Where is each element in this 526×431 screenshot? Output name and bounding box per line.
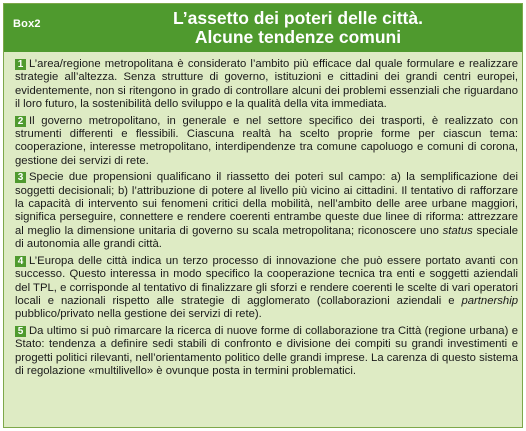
paragraph-text: L’Europa delle città indica un terzo processo di innovazione che può essere portato avanti con successo. Questo interessa in modo specifico la cooperazione tecnica tra enti e soggetti aziendali del TPL, e corrisponde al tentativo di finalizzare gli sforzi e rendere coerenti le scelte di vari operatori locali e nazionali rispetto alle strategie di agglomerato (collaborazioni aziendali e <box>15 254 518 307</box>
paragraph-text: Specie due propensioni qualificano il riassetto dei poteri sul campo: a) la semplificazione dei soggetti decisionali; b) l’attribuzione di potere al livello più vicino ai cittadini. Il tentativo di rafforzare la capacità di intervento sui fenomeni critici della mobilità, nell’ambito delle aree urbane maggiori, significa perseguire, connettere e rendere coerenti entrambe queste due linee di riforma: attrezzare al meglio la dimensione unitaria di governo su scala metropolitana; riconoscere uno <box>15 171 518 237</box>
paragraph-number-badge: 4 <box>15 256 26 267</box>
paragraph-emphasis: partnership <box>461 294 518 307</box>
paragraph-number-badge: 1 <box>15 59 26 70</box>
paragraph-text: Da ultimo si può rimarcare la ricerca di nuove forme di collaborazione tra Città (regione urbana) e Stato: tendenza a definire sedi stabili di confronto e divisione dei compiti su grandi investimenti e progetti politici rilevanti, nell’orientamento politico delle grandi imprese. La carenza di questo sistema di regolazione «multilivello» è ovunque posta in termini problematici. <box>15 324 518 377</box>
info-box <box>3 3 523 428</box>
box-label: Box2 <box>13 18 41 30</box>
box-header <box>4 4 522 52</box>
box-title <box>74 9 522 47</box>
paragraph-4 <box>15 255 518 322</box>
paragraph-text: speciale di autonomia alle grandi città. <box>15 224 518 251</box>
box-title-line-1: L’assetto dei poteri delle città. <box>173 8 423 28</box>
paragraph-1 <box>15 58 518 112</box>
paragraph-text: L’area/regione metropolitana è considerato l’ambito più efficace dal quale formulare e realizzare strategie all’altezza. Senza strutture di governo, istituzioni e cittadini dei grandi centri europei, evidentemente, non si ritengono in grado di controllare alcuni dei problemi essenziali che riguardano il loro futuro, la sostenibilità dello sviluppo e la qualità della vita immediata. <box>15 58 518 111</box>
paragraph-number-badge: 5 <box>15 326 26 337</box>
paragraph-3 <box>15 171 518 251</box>
paragraph-text: pubblico/privato nella gestione dei servizi di rete). <box>15 308 262 321</box>
paragraph-2 <box>15 115 518 169</box>
paragraph-emphasis: status <box>442 224 473 237</box>
paragraph-number-badge: 2 <box>15 116 26 127</box>
paragraph-number-badge: 3 <box>15 172 26 183</box>
box-content <box>15 58 518 381</box>
paragraph-text: Il governo metropolitano, in generale e nel settore specifico dei trasporti, è realizzato con strumenti differenti e flessibili. Ciascuna realtà ha scelto proprie forme per ciascun tema: cooperazione, interesse metropolitano, interdipendenze tra comune capoluogo e comuni di corona, gestione dei servizi di rete. <box>15 114 518 167</box>
paragraph-5 <box>15 325 518 379</box>
box-title-line-2: Alcune tendenze comuni <box>194 27 402 47</box>
